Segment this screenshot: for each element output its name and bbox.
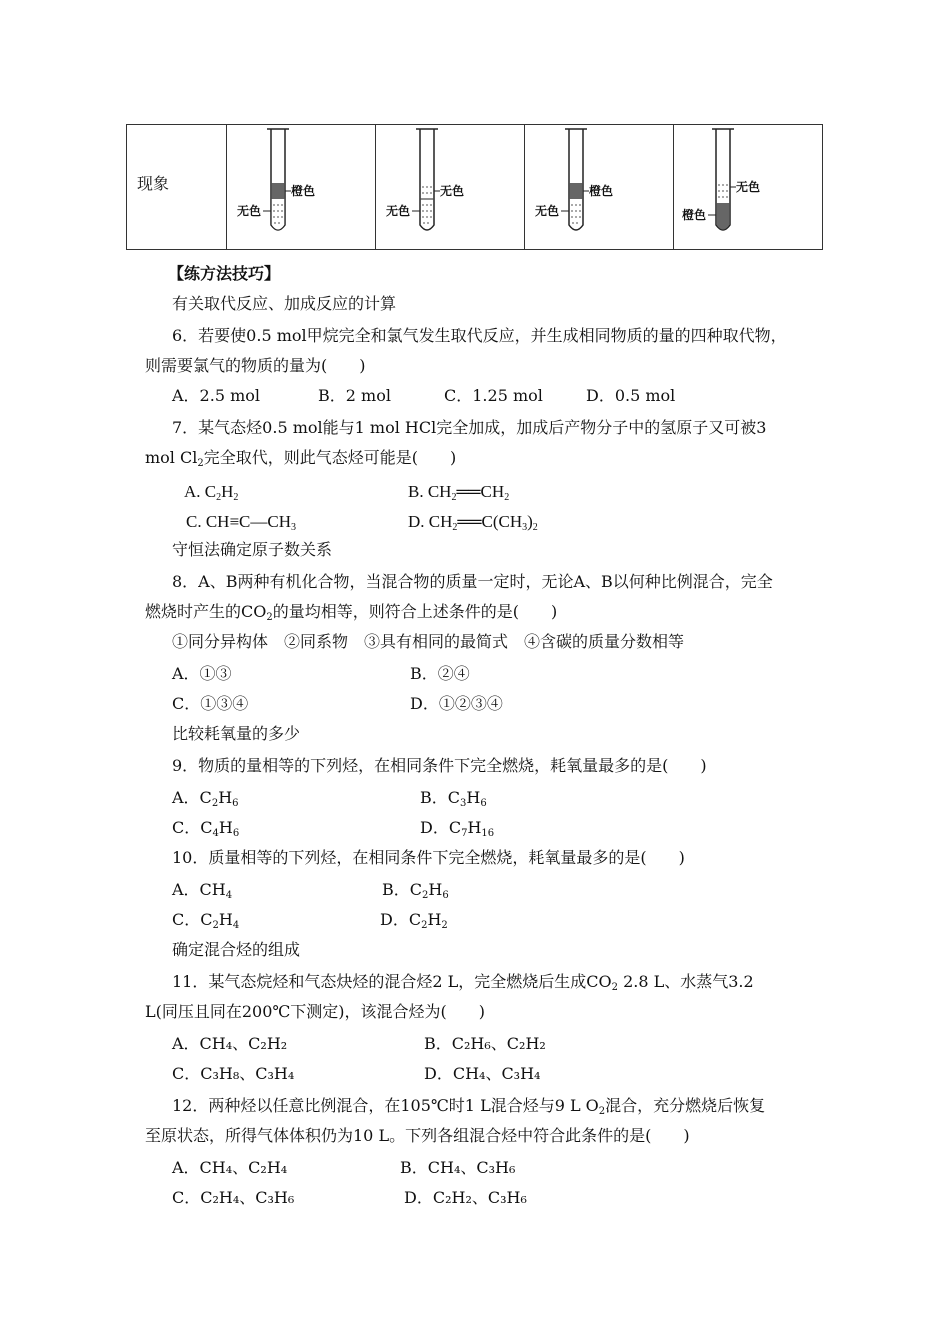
q7-option-b: B. $CH_2══CH_2$ (408, 482, 510, 503)
q11-option-b: B．C₂H₆、C₂H₂ (424, 1034, 546, 1053)
q6-line1: 6．若要使0.5 mol甲烷完全和氯气发生取代反应，并生成相同物质的量的四种取代物， (172, 326, 787, 345)
q11-option-d: D．CH₄、C₃H₄ (424, 1064, 541, 1083)
q7-option-d: D. $CH_2══C(CH_3)_2$ (408, 512, 538, 533)
q7-option-a: A. $C_2H_2$ (184, 482, 239, 503)
q12-option-b: B．CH₄、C₃H₆ (400, 1158, 516, 1177)
tube4-bottom-label: 橙色 (682, 208, 707, 222)
q9-option-a: A．$C_2H_6$ (172, 788, 239, 809)
q9-option-c: C．$C_4H_6$ (172, 818, 240, 839)
q8-line2: 燃烧时产生的$CO_2$的量均相等，则符合上述条件的是( ) (145, 602, 558, 623)
q12-option-c: C．C₂H₄、C₃H₆ (172, 1188, 295, 1207)
q8-option-d: D．①②③④ (410, 694, 503, 713)
q8-line3: ①同分异构体 ②同系物 ③具有相同的最简式 ④含碳的质量分数相等 (172, 632, 685, 651)
tube3-top-label: 橙色 (589, 184, 614, 198)
q11-line1: 11．某气态烷烃和气态炔烃的混合烃2 L，完全燃烧后生成$CO_2$ 2.8 L、水蒸气3.2 (172, 972, 754, 993)
tube1-bottom-label: 无色 (237, 204, 262, 218)
q8-option-a: A．①③ (172, 664, 232, 683)
test-tube-1 (227, 125, 373, 245)
q11-option-c: C．C₃H₈、C₃H₄ (172, 1064, 295, 1083)
q8-option-b: B．②④ (410, 664, 470, 683)
q6-option-b: B．2 mol (318, 386, 391, 405)
q8-line1: 8．A、B两种有机化合物，当混合物的质量一定时，无论A、B以何种比例混合，完全 (172, 572, 773, 591)
q10-option-a: A．$CH_4$ (172, 880, 233, 901)
section-title: 【练方法技巧】 (168, 264, 281, 283)
q12-line1: 12．两种烃以任意比例混合，在105℃时1 L混合烃与9 L $O_2$混合，充分燃烧后恢复 (172, 1096, 766, 1117)
tube2-top-label: 无色 (440, 184, 465, 198)
tube-cell-3 (525, 125, 674, 250)
q6-option-c: C．1.25 mol (444, 386, 543, 405)
q6-line2: 则需要氯气的物质的量为( ) (145, 356, 366, 375)
q6-option-d: D．0.5 mol (586, 386, 676, 405)
tube4-top-label: 无色 (736, 180, 761, 194)
subheading-mixture: 确定混合烃的组成 (172, 940, 301, 959)
test-tube-3 (525, 125, 671, 245)
tube1-top-label: 橙色 (291, 184, 316, 198)
subheading-substitution: 有关取代反应、加成反应的计算 (172, 294, 397, 313)
q12-line2: 至原状态，所得气体体积仍为10 L。下列各组混合烃中符合此条件的是( ) (145, 1126, 690, 1145)
q8-option-c: C．①③④ (172, 694, 249, 713)
row-label: 现象 (137, 174, 170, 193)
q9-line1: 9．物质的量相等的下列烃，在相同条件下完全燃烧，耗氧量最多的是( ) (172, 756, 707, 775)
tube-cell-2 (376, 125, 525, 250)
q10-option-c: C．$C_2H_4$ (172, 910, 240, 931)
q9-option-b: B．$C_3H_6$ (420, 788, 487, 809)
q12-option-d: D．C₂H₂、C₃H₆ (404, 1188, 527, 1207)
tube-cell-1 (227, 125, 376, 250)
q10-line1: 10．质量相等的下列烃，在相同条件下完全燃烧，耗氧量最多的是( ) (172, 848, 685, 867)
q11-line2: L(同压且同在200℃下测定)，该混合烃为( ) (145, 1002, 486, 1021)
q7-option-c: C. $CH\equiv C—CH_3$ (186, 512, 296, 533)
q7-line2: mol $Cl_2$完全取代，则此气态烃可能是( ) (145, 448, 457, 469)
phenomenon-table (126, 124, 823, 250)
q7-line1: 7．某气态烃0.5 mol能与1 mol HCl完全加成，加成后产物分子中的氢原子又可被3 (172, 418, 767, 437)
test-tube-4 (674, 125, 828, 245)
subheading-oxygen: 比较耗氧量的多少 (172, 724, 301, 743)
q12-option-a: A．CH₄、C₂H₄ (172, 1158, 288, 1177)
test-tube-2 (376, 125, 522, 245)
q10-option-b: B．$C_2H_6$ (382, 880, 449, 901)
orange-layer (272, 183, 284, 199)
q10-option-d: D．$C_2H_2$ (380, 910, 448, 931)
q9-option-d: D．$C_7H_{16}$ (420, 818, 495, 839)
subheading-conservation: 守恒法确定原子数关系 (172, 540, 333, 559)
row-label-cell (127, 125, 227, 250)
q6-option-a: A．2.5 mol (172, 386, 261, 405)
q11-option-a: A．CH₄、C₂H₂ (172, 1034, 288, 1053)
tube-cell-4 (674, 125, 823, 250)
tube2-bottom-label: 无色 (386, 204, 411, 218)
tube3-bottom-label: 无色 (535, 204, 560, 218)
